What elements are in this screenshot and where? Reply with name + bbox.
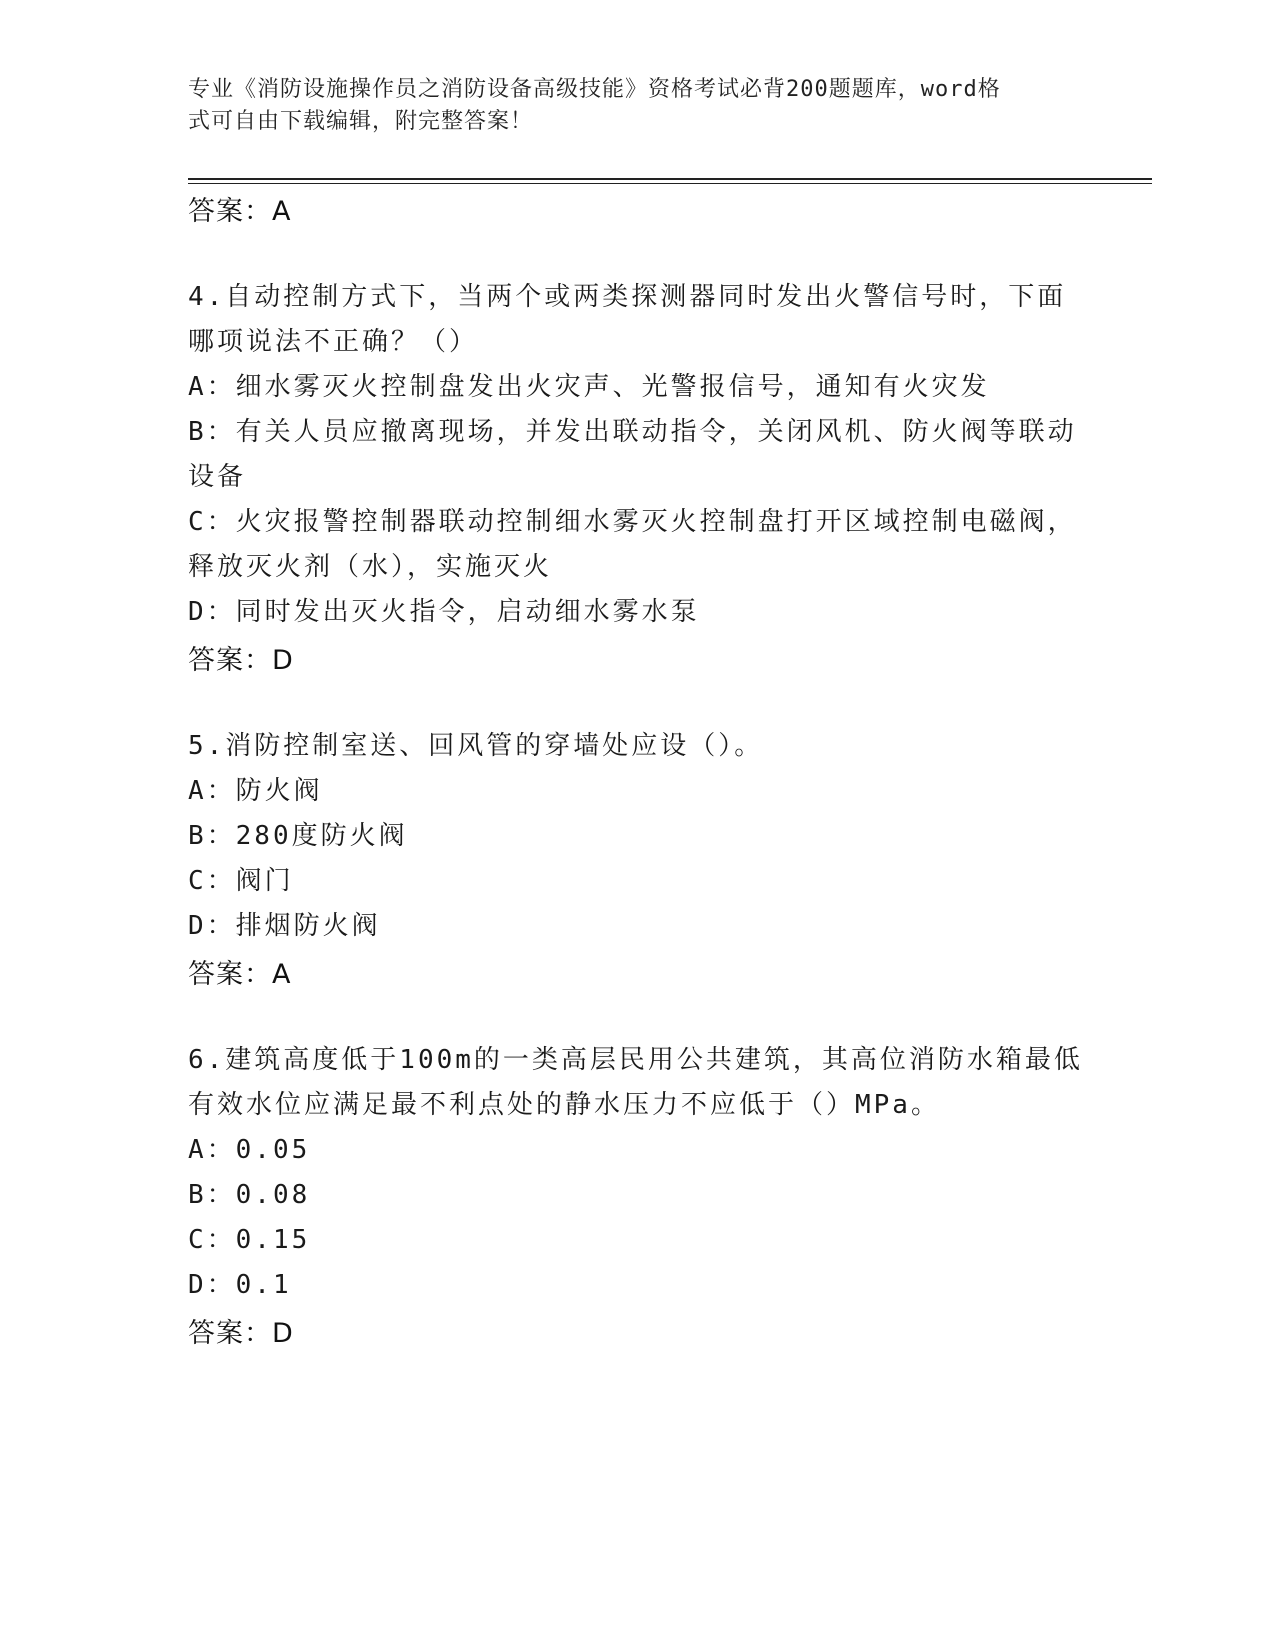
header-line-2: 式可自由下载编辑，附完整答案！ xyxy=(188,109,534,134)
option-b xyxy=(188,410,1088,500)
option-c xyxy=(188,859,1088,904)
option-line: D：同时发出灭火指令，启动细水雾水泵 xyxy=(188,597,700,627)
answer-line: 答案：D xyxy=(188,1318,294,1349)
option-line: B：280度防火阀 xyxy=(188,821,408,851)
header-line-1: 专业《消防设施操作员之消防设备高级技能》资格考试必背200题题库，word格 xyxy=(188,77,1001,102)
option-line: A：0.05 xyxy=(188,1135,311,1165)
option-a xyxy=(188,365,1088,410)
question-block xyxy=(188,275,1088,687)
option-d xyxy=(188,1263,1088,1308)
question-block xyxy=(188,1038,1088,1360)
option-c xyxy=(188,1218,1088,1263)
option-line: C：火灾报警控制器联动控制细水雾灭火控制盘打开区域控制电磁阀， xyxy=(188,507,1077,537)
option-b xyxy=(188,814,1088,859)
answer-line: 答案：A xyxy=(188,959,292,990)
option-line: A：防火阀 xyxy=(188,776,323,806)
option-a xyxy=(188,769,1088,814)
option-line: A：细水雾灭火控制盘发出火灾声、光警报信号，通知有火灾发 xyxy=(188,372,990,402)
answer-line: 答案：A xyxy=(188,196,292,227)
option-line: D：排烟防火阀 xyxy=(188,911,381,941)
option-line: B：有关人员应撤离现场，并发出联动指令，关闭风机、防火阀等联动 xyxy=(188,417,1077,447)
option-d xyxy=(188,904,1088,949)
question-text xyxy=(188,724,1088,769)
option-b xyxy=(188,1173,1088,1218)
option-line: C：阀门 xyxy=(188,866,294,896)
option-line: 释放灭火剂（水），实施灭火 xyxy=(188,552,553,582)
header-divider xyxy=(188,178,1152,180)
question-line: 哪项说法不正确？（） xyxy=(188,327,479,357)
question-text xyxy=(188,275,1088,365)
document-header xyxy=(188,74,1068,138)
question-text xyxy=(188,1038,1088,1128)
answer-line: 答案：D xyxy=(188,645,294,676)
question-list xyxy=(188,186,1088,1360)
question-line: 5.消防控制室送、回风管的穿墙处应设（）。 xyxy=(188,731,764,761)
option-d xyxy=(188,590,1088,635)
header-divider-thin xyxy=(188,183,1152,184)
question-line: 6.建筑高度低于100m的一类高层民用公共建筑，其高位消防水箱最低 xyxy=(188,1045,1083,1075)
option-line: 设备 xyxy=(188,462,247,492)
option-line: B：0.08 xyxy=(188,1180,311,1210)
option-line: D：0.1 xyxy=(188,1270,292,1300)
question-line: 有效水位应满足最不利点处的静水压力不应低于（）MPa。 xyxy=(188,1090,940,1120)
option-c xyxy=(188,500,1088,590)
option-line: C：0.15 xyxy=(188,1225,311,1255)
option-a xyxy=(188,1128,1088,1173)
question-block xyxy=(188,724,1088,1001)
question-line: 4.自动控制方式下，当两个或两类探测器同时发出火警信号时，下面 xyxy=(188,282,1067,312)
